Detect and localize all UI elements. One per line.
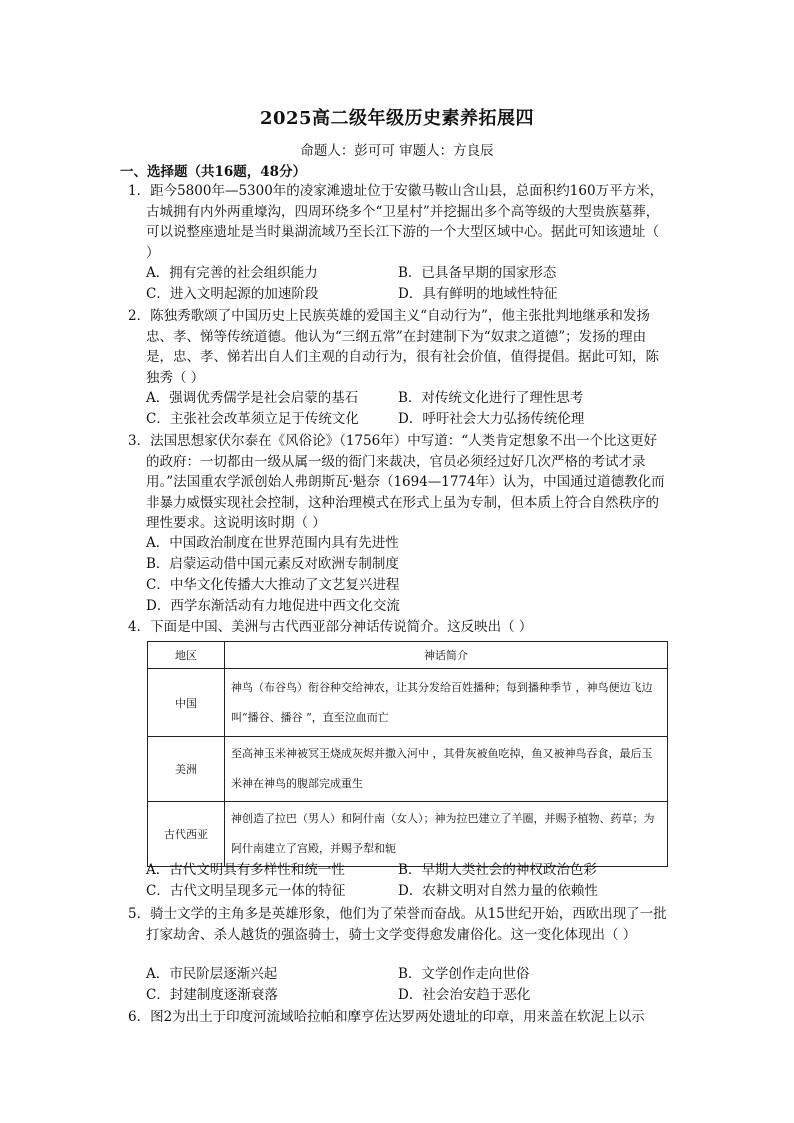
option-c: C．进入文明起源的加速阶段 xyxy=(146,286,319,302)
option-a: A．强调优秀儒学是社会启蒙的基石 xyxy=(146,390,359,406)
option-d: D．具有鲜明的地域性特征 xyxy=(398,286,558,302)
question-1-options xyxy=(146,263,666,305)
question-6 xyxy=(128,1007,668,1028)
option-c: C．古代文明呈现多元一体的特征 xyxy=(146,883,346,899)
option-a: A．拥有完善的社会组织能力 xyxy=(146,265,318,281)
option-d: D．呼吁社会大力弘扬传统伦理 xyxy=(398,411,585,427)
question-3-options xyxy=(146,533,666,617)
option-b: B．文学创作走向世俗 xyxy=(398,966,530,982)
option-a: A．市民阶层逐渐兴起 xyxy=(146,966,278,982)
option-d: D．农耕文明对自然力量的依赖性 xyxy=(398,883,598,899)
question-3 xyxy=(128,431,668,534)
question-stem: 1．距今5800年—5300年的凌家滩遗址位于安徽马鞍山含山县，总面积约160万平方米，古城拥有内外两重壕沟，四周环绕多个“卫星村”并挖掘出多个高等级的大型贵族墓葬，可以说整座遗址是当时巢湖流域乃至长江下游的一个大型区域中心。据此可知该遗址（ ） xyxy=(128,183,664,261)
table-row xyxy=(148,737,668,802)
question-stem: 2．陈独秀歌颂了中国历史上民族英雄的爱国主义“自动行为”，他主张批判地继承和发扬忠、孝、悌等传统道德。他认为“三纲五常”在封建制下为“奴隶之道德”；发扬的理由是，忠、孝、悌若出自人们主观的自动行为，很有社会价值，值得提倡。据此可知，陈独秀（ ） xyxy=(128,308,659,386)
question-5 xyxy=(128,904,668,945)
question-stem: 5．骑士文学的主角多是英雄形象，他们为了荣誉而奋战。从15世纪开始，西欧出现了一批打家劫舍、杀人越货的强盗骑士，骑士文学变得愈发庸俗化。这一变化体现出（ ） xyxy=(128,906,667,943)
column-header-summary: 神话简介 xyxy=(225,642,668,669)
option-c: C．封建制度逐渐衰落 xyxy=(146,987,278,1003)
myth-cell: 神创造了拉巴（男人）和阿什南（女人）；神为拉巴建立了羊圈，并赐予植物、药草；为阿什南建立了宫殿，并赐予犁和轭 xyxy=(225,802,668,867)
option-b: B．对传统文化进行了理性思考 xyxy=(398,390,584,406)
page-title: 2025高二级年级历史素养拓展四 xyxy=(259,108,535,129)
question-stem: 3．法国思想家伏尔泰在《风俗论》（1756年）中写道：“人类肯定想象不出一个比这更好的政府：一切都由一级从属一级的衙门来裁决，官员必须经过好几次严格的考试才录用。”法国重农学派创始人弗朗斯瓦·魁奈（1694—1774年）认为，中国通过道德教化而非暴力威慑实现社会控制，这种治理模式在形式上虽为专制，但本质上符合自然秩序的理性要求。这说明该时期（ ） xyxy=(128,433,665,531)
myth-table xyxy=(147,641,668,867)
question-stem: 6．图2为出土于印度河流域哈拉帕和摩亨佐达罗两处遗址的印章，用来盖在软泥上以示 xyxy=(128,1009,645,1025)
question-2-options xyxy=(146,388,666,430)
table-row xyxy=(148,669,668,737)
option-b: B．启蒙运动借中国元素反对欧洲专制制度 xyxy=(146,556,399,572)
option-a: A．古代文明具有多样性和统一性 xyxy=(146,862,345,878)
option-d: D．西学东渐活动有力地促进中西文化交流 xyxy=(146,598,400,614)
author-line: 命题人：彭可可 审题人：方良辰 xyxy=(300,143,494,159)
question-5-options xyxy=(146,964,666,1006)
option-b: B．已具备早期的国家形态 xyxy=(398,265,557,281)
myth-cell: 神鸟（布谷鸟）衔谷种交给神农，让其分发给百姓播种；每到播种季节 ，神鸟便边飞边叫“播谷、播谷 ”，直至泣血而亡 xyxy=(225,669,668,737)
question-4-options xyxy=(146,860,666,902)
question-2 xyxy=(128,306,668,388)
myth-cell: 至高神玉米神被冥王烧成灰烬并撒入河中 ，其骨灰被鱼吃掉，鱼又被神鸟吞食，最后玉米神在神鸟的腹部完成重生 xyxy=(225,737,668,802)
question-4 xyxy=(128,617,668,638)
option-b: B．早期人类社会的神权政治色彩 xyxy=(398,862,597,878)
table-row xyxy=(148,802,668,867)
option-a: A．中国政治制度在世界范围内具有先进性 xyxy=(146,535,399,551)
region-cell: 中国 xyxy=(148,669,225,737)
table-header-row xyxy=(148,642,668,669)
column-header-region: 地区 xyxy=(148,642,225,669)
region-cell: 古代西亚 xyxy=(148,802,225,867)
region-cell: 美洲 xyxy=(148,737,225,802)
option-c: C．中华文化传播大大推动了文艺复兴进程 xyxy=(146,577,400,593)
question-stem: 4．下面是中国、美洲与古代西亚部分神话传说简介。这反映出（ ） xyxy=(128,619,533,635)
option-d: D．社会治安趋于恶化 xyxy=(398,987,531,1003)
section-heading: 一、选择题（共16题，48分） xyxy=(120,164,307,180)
question-1 xyxy=(128,181,668,263)
option-c: C．主张社会改革须立足于传统文化 xyxy=(146,411,359,427)
